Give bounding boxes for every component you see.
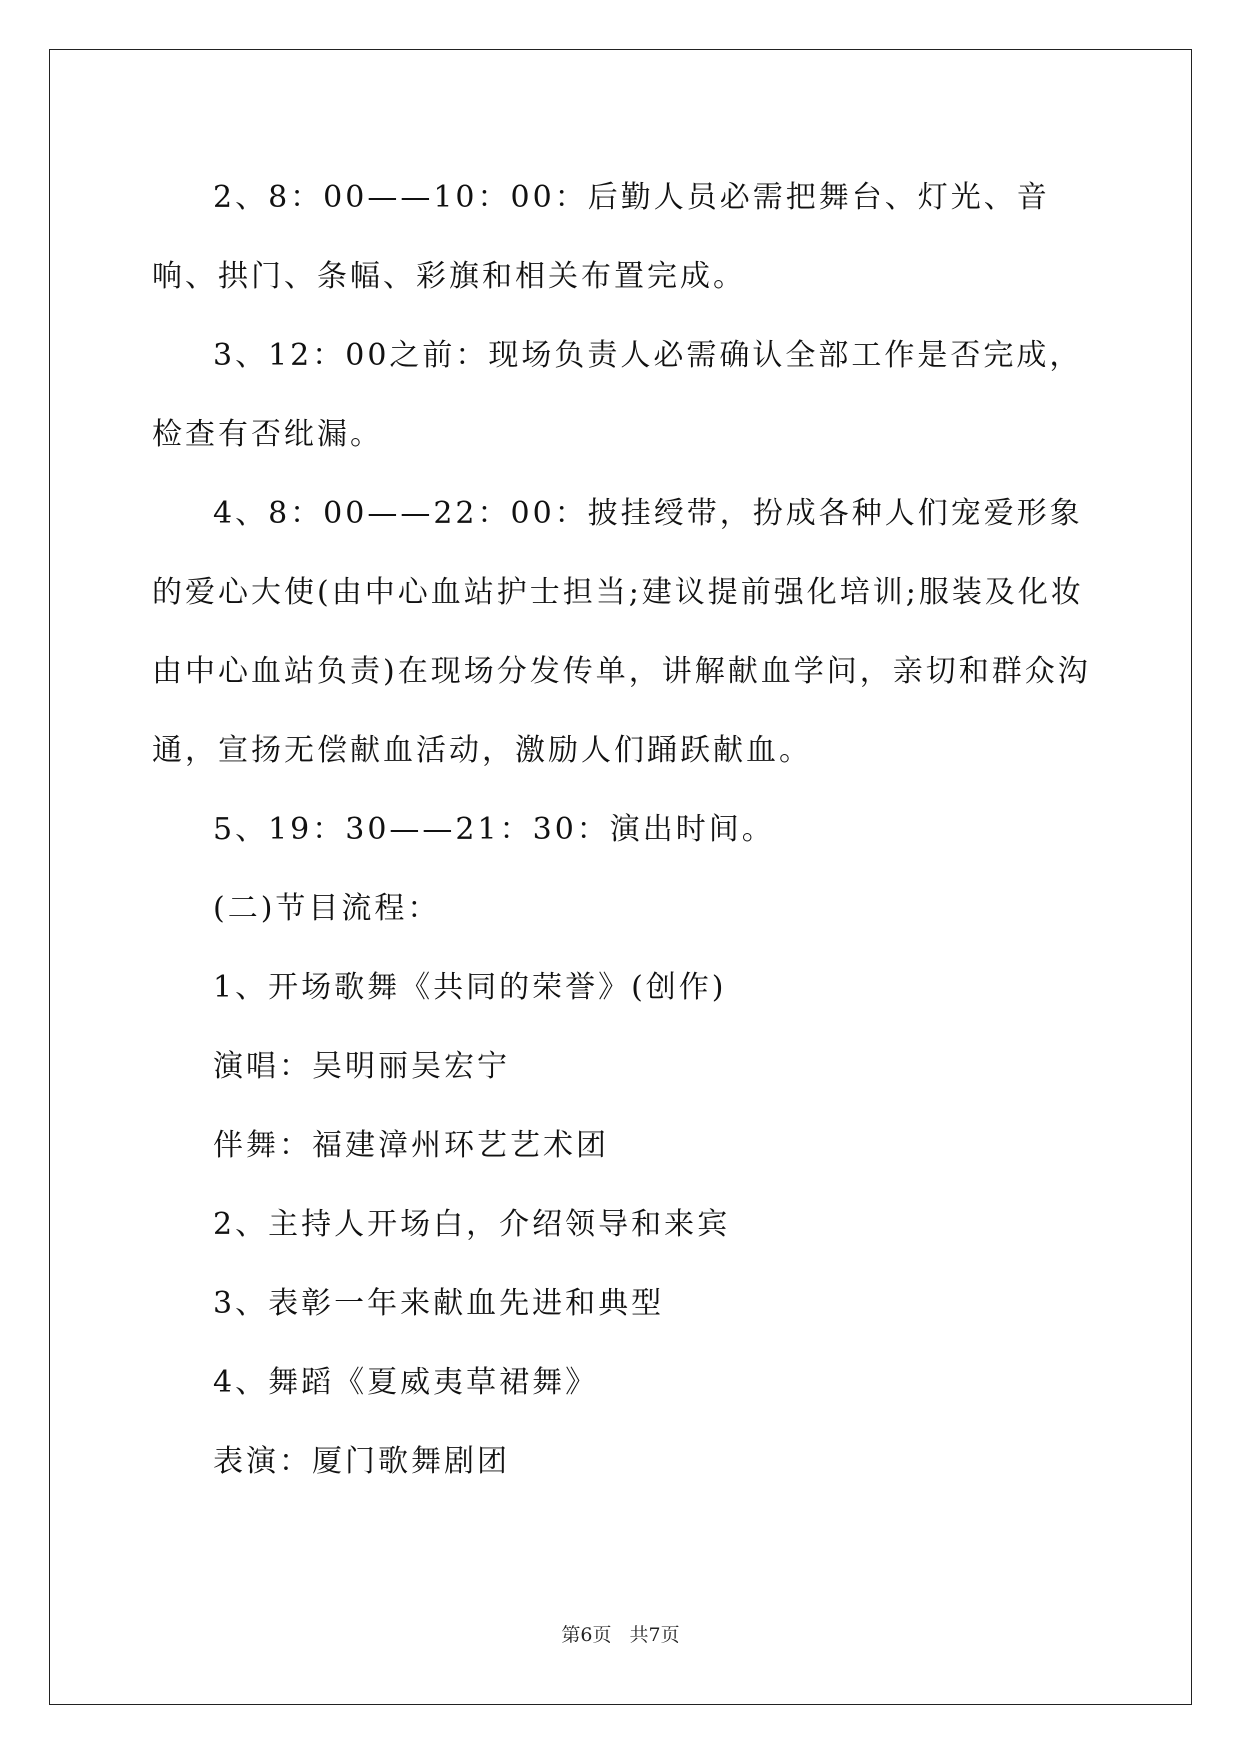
document-body (152, 158, 1102, 1501)
paragraph-ambassadors: 4、8：00——22：00：披挂绶带，扮成各种人们宠爱形象的爱心大使(由中心血站护士担当;建议提前强化培训;服装及化妆由中心血站负责)在现场分发传单，讲解献血学问，亲切和群众沟通，宣扬无偿献血活动，激励人们踊跃献血。 (152, 496, 1091, 768)
page-number-current: 第6页 (561, 1624, 612, 1646)
page-footer (0, 1620, 1241, 1647)
program-item-dance: 4、舞蹈《夏威夷草裙舞》 (213, 1365, 599, 1400)
program-item-opening: 1、开场歌舞《共同的荣誉》(创作) (213, 970, 727, 1005)
program-dancers: 伴舞：福建漳州环艺艺术团 (213, 1128, 609, 1163)
program-singers: 演唱：吴明丽吴宏宁 (213, 1049, 510, 1084)
program-item-awards: 3、表彰一年来献血先进和典型 (213, 1286, 665, 1321)
section-heading-program: (二)节目流程： (213, 891, 441, 926)
paragraph-logistics-setup: 2、8：00——10：00：后勤人员必需把舞台、灯光、音响、拱门、条幅、彩旗和相关布置完成。 (152, 180, 1050, 294)
paragraph-show-time: 5、19：30——21：30：演出时间。 (213, 812, 775, 847)
page-number-total: 共7页 (629, 1624, 680, 1646)
paragraph-final-check: 3、12：00之前：现场负责人必需确认全部工作是否完成，检查有否纰漏。 (152, 338, 1083, 452)
program-item-host: 2、主持人开场白，介绍领导和来宾 (213, 1207, 731, 1242)
program-performers: 表演：厦门歌舞剧团 (213, 1444, 510, 1479)
